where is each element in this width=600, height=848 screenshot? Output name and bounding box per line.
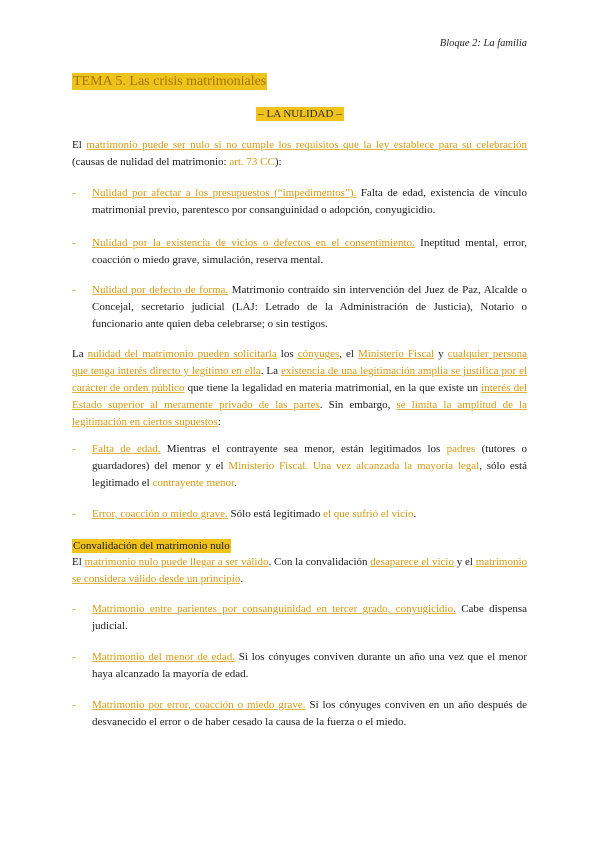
conv-item-text: Si los cónyuges conviven en un año después de desvanecido el error o de haber cesado la causa de la fuerza o el miedo. [92,699,527,728]
section-subtitle: – LA NULIDAD – [258,108,342,120]
conv-highlight[interactable]: matrimonio nulo puede llegar a ser válido [84,556,269,568]
standing-text: que tiene la legalidad en materia matrimonial, en la que existe un [184,382,482,394]
running-header: Bloque 2: La familia [439,38,527,49]
standing-text: , el [339,348,359,360]
list-item [72,697,527,731]
convalidation-heading-row [72,538,527,555]
standing-highlight[interactable]: cualquier persona que tenga interés directo y legítimo en ella [72,348,527,377]
conv-item-text: Si los cónyuges conviven durante un año una vez que el menor haya alcanzado la mayoría de edad. [92,651,527,680]
limit-accent: padres [446,443,476,455]
conv-highlight[interactable]: matrimonio se considera válido desde un principio [72,556,528,585]
list-item [72,506,527,523]
limit-text: Sólo está legitimado [227,508,324,520]
conv-text: . Con la convalidación [268,556,371,568]
limit-text: . [413,508,417,520]
dash-bullet-icon: - [72,508,76,520]
standing-paragraph [72,346,527,431]
title-container [72,72,267,90]
dash-bullet-icon: - [72,699,76,711]
section-heading: Convalidación del matrimonio nulo [73,540,230,552]
conv-item-link[interactable]: Matrimonio por error, coacción o miedo grave. [92,699,306,711]
intro-paragraph [72,137,527,171]
cause-text: Falta de edad, existencia de vínculo matrimonial previo, parentesco por consanguinidad o adopción, conyugicidio. [92,187,527,216]
limit-accent: el que sufrió el vicio [323,508,414,520]
conv-item-text: Cabe dispensa judicial. [92,603,527,632]
cause-link[interactable]: Nulidad por defecto de forma. [92,284,229,296]
list-item [72,185,527,219]
list-item [72,235,528,269]
conv-text: y el [453,556,476,568]
cause-link[interactable]: Nulidad por afectar a los presupuestos (“impedimentos”). [92,187,357,199]
limit-text: Mientras el contrayente sea menor, están legitimados los [160,443,447,455]
dash-bullet-icon: - [72,237,76,249]
limit-text: , sólo está legitimado el [92,460,527,489]
list-item [72,649,527,683]
conv-text: El [72,556,85,568]
cause-text: Matrimonio contraído sin intervención del Juez de Paz, Alcalde o Concejal, secretario judicial (LAJ: Letrado de la Administración de Justicia), Notario o funcionario ante quien deba celebrarse; o sin testigos. [92,284,527,330]
dash-bullet-icon: - [72,603,76,615]
list-item [72,441,527,492]
dash-bullet-icon: - [72,284,76,296]
article-reference[interactable]: art. 73 CC [229,156,275,168]
intro-text: (causas de nulidad del matrimonio: [72,156,230,168]
list-item [72,282,527,333]
subtitle-container [0,104,600,122]
limit-link[interactable]: Error, coacción o miedo grave. [92,508,228,520]
standing-text: los [276,348,298,360]
dash-bullet-icon: - [72,651,76,663]
limit-link[interactable]: Falta de edad. [92,443,161,455]
standing-text: . Sin embargo, [319,399,397,411]
standing-text: La [72,348,88,360]
list-item [72,601,527,635]
intro-text: ): [274,156,282,168]
standing-highlight[interactable]: se limita la amplitud de la legitimación en ciertos supuestos [72,399,527,428]
cause-text: Ineptitud mental, error, coacción o miedo grave, simulación, reserva mental. [92,237,528,266]
conv-item-link[interactable]: Matrimonio entre parientes por consanguinidad en tercer grado, conyugicidio. [92,603,456,615]
dash-bullet-icon: - [72,443,76,455]
standing-text: . La [260,365,281,377]
conv-text: . [240,573,244,585]
intro-highlight[interactable]: matrimonio puede ser nulo si no cumple los requisitos que la ley establece para su celebración [86,139,527,151]
standing-highlight[interactable]: existencia de una legitimación amplia se justifica por el carácter de orden público [72,365,528,394]
standing-text: : [217,416,221,428]
limit-accent: Ministerio Fiscal. Una vez alcanzada la mayoría legal [228,460,480,472]
limit-accent: contrayente menor [152,477,235,489]
dash-bullet-icon: - [72,187,76,199]
limit-text: . [234,477,237,489]
intro-text: El [72,139,87,151]
standing-highlight[interactable]: cónyuges [297,348,340,360]
conv-highlight[interactable]: desaparece el vicio [370,556,454,568]
convalidation-paragraph [72,554,527,588]
standing-highlight[interactable]: interés del Estado superior al meramente privado de las partes [72,382,528,411]
page-title: TEMA 5. Las crisis matrimoniales [73,74,267,89]
standing-text: y [434,348,448,360]
cause-link[interactable]: Nulidad por la existencia de vicios o defectos en el consentimiento. [92,237,415,249]
limit-text: (tutores o guardadores) del menor y el [92,443,527,472]
conv-item-link[interactable]: Matrimonio del menor de edad. [92,651,236,663]
standing-highlight[interactable]: Ministerio Fiscal [358,348,435,360]
standing-highlight[interactable]: nulidad del matrimonio pueden solicitarla [87,348,277,360]
